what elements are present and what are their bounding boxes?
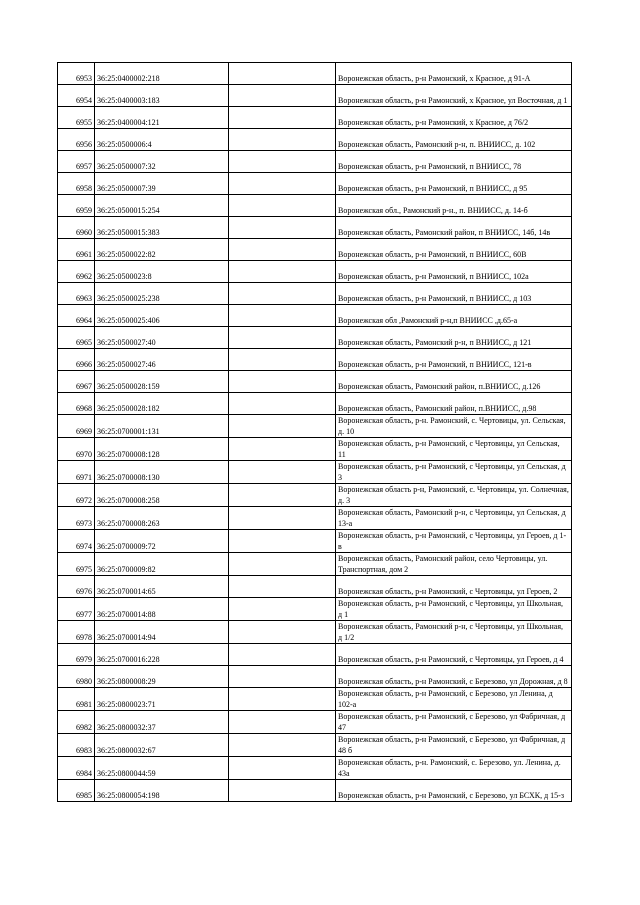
table-row xyxy=(58,305,572,327)
cadastral-number: 36:25:0400002:218 xyxy=(95,63,229,85)
empty-cell xyxy=(229,217,336,239)
table-row xyxy=(58,461,572,484)
cadastral-number: 36:25:0800032:37 xyxy=(95,711,229,734)
table-row xyxy=(58,711,572,734)
row-number: 6962 xyxy=(58,261,95,283)
table-row xyxy=(58,195,572,217)
registry-rows xyxy=(58,63,572,802)
row-number: 6965 xyxy=(58,327,95,349)
row-number: 6978 xyxy=(58,621,95,644)
cadastral-number: 36:25:0500025:406 xyxy=(95,305,229,327)
address-cell: Воронежская область, р-н Рамонский, п ВНИИСС, 60В xyxy=(336,239,572,261)
row-number: 6967 xyxy=(58,371,95,393)
address-cell: Воронежская область, р-н Рамонский, х Красное, д 91-А xyxy=(336,63,572,85)
empty-cell xyxy=(229,283,336,305)
table-row xyxy=(58,129,572,151)
row-number: 6955 xyxy=(58,107,95,129)
cadastral-number: 36:25:0700009:72 xyxy=(95,530,229,553)
cadastral-number: 36:25:0800023:71 xyxy=(95,688,229,711)
row-number: 6975 xyxy=(58,553,95,576)
empty-cell xyxy=(229,107,336,129)
empty-cell xyxy=(229,195,336,217)
cadastral-number: 36:25:0500028:159 xyxy=(95,371,229,393)
row-number: 6983 xyxy=(58,734,95,757)
empty-cell xyxy=(229,644,336,666)
empty-cell xyxy=(229,576,336,598)
row-number: 6960 xyxy=(58,217,95,239)
table-row xyxy=(58,507,572,530)
empty-cell xyxy=(229,553,336,576)
cadastral-number: 36:25:0500022:82 xyxy=(95,239,229,261)
row-number: 6985 xyxy=(58,780,95,802)
address-cell: Воронежская область, Рамонский р-н, с Чертовицы, ул Школьная, д 1/2 xyxy=(336,621,572,644)
table-row xyxy=(58,151,572,173)
cadastral-number: 36:25:0400003:183 xyxy=(95,85,229,107)
empty-cell xyxy=(229,349,336,371)
row-number: 6963 xyxy=(58,283,95,305)
address-cell: Воронежская область, р-н Рамонский, п ВНИИСС, д 95 xyxy=(336,173,572,195)
row-number: 6964 xyxy=(58,305,95,327)
table-row xyxy=(58,576,572,598)
cadastral-number: 36:25:0700008:130 xyxy=(95,461,229,484)
row-number: 6968 xyxy=(58,393,95,415)
cadastral-number: 36:25:0700008:263 xyxy=(95,507,229,530)
cadastral-number: 36:25:0800008:29 xyxy=(95,666,229,688)
empty-cell xyxy=(229,530,336,553)
row-number: 6966 xyxy=(58,349,95,371)
table-row xyxy=(58,393,572,415)
address-cell: Воронежская область, р-н Рамонский, с Березово, ул БСХК, д 15-з xyxy=(336,780,572,802)
cadastral-number: 36:25:0500028:182 xyxy=(95,393,229,415)
cadastral-number: 36:25:0700014:88 xyxy=(95,598,229,621)
table-row xyxy=(58,484,572,507)
table-row xyxy=(58,438,572,461)
registry-table xyxy=(57,62,572,802)
address-cell: Воронежская область, р-н Рамонский, х Красное, ул Восточная, д 1 xyxy=(336,85,572,107)
empty-cell xyxy=(229,688,336,711)
empty-cell xyxy=(229,261,336,283)
table-row xyxy=(58,734,572,757)
address-cell: Воронежская обл ,Рамонский р-н,п ВНИИСС ,д.65-а xyxy=(336,305,572,327)
row-number: 6981 xyxy=(58,688,95,711)
cadastral-number: 36:25:0500027:40 xyxy=(95,327,229,349)
address-cell: Воронежская область, р-н Рамонский, с Березово, ул Фабричная, д 47 xyxy=(336,711,572,734)
cadastral-number: 36:25:0500015:254 xyxy=(95,195,229,217)
empty-cell xyxy=(229,438,336,461)
empty-cell xyxy=(229,239,336,261)
cadastral-number: 36:25:0400004:121 xyxy=(95,107,229,129)
address-cell: Воронежская область, р-н Рамонский, п ВНИИСС, 102а xyxy=(336,261,572,283)
cadastral-number: 36:25:0700014:65 xyxy=(95,576,229,598)
address-cell: Воронежская область, р-н Рамонский, с Чертовицы, ул Сельская, 11 xyxy=(336,438,572,461)
cadastral-number: 36:25:0700008:128 xyxy=(95,438,229,461)
address-cell: Воронежская область, р-н Рамонский, с Березово, ул Дорожная, д 8 xyxy=(336,666,572,688)
address-cell: Воронежская область, р-н Рамонский, с Чертовицы, ул Школьная, д 1 xyxy=(336,598,572,621)
table-row xyxy=(58,85,572,107)
table-row xyxy=(58,371,572,393)
row-number: 6973 xyxy=(58,507,95,530)
address-cell: Воронежская область, р-н Рамонский, с Чертовицы, ул Героев, д 1-в xyxy=(336,530,572,553)
table-row xyxy=(58,644,572,666)
table-row xyxy=(58,173,572,195)
cadastral-number: 36:25:0500027:46 xyxy=(95,349,229,371)
table-row xyxy=(58,780,572,802)
row-number: 6954 xyxy=(58,85,95,107)
row-number: 6970 xyxy=(58,438,95,461)
table-row xyxy=(58,349,572,371)
cadastral-number: 36:25:0800032:67 xyxy=(95,734,229,757)
empty-cell xyxy=(229,780,336,802)
row-number: 6972 xyxy=(58,484,95,507)
cadastral-number: 36:25:0500023:8 xyxy=(95,261,229,283)
empty-cell xyxy=(229,63,336,85)
cadastral-number: 36:25:0500015:383 xyxy=(95,217,229,239)
address-cell: Воронежская область, р-н Рамонский, с Чертовицы, ул Сельская, д 3 xyxy=(336,461,572,484)
table-row xyxy=(58,757,572,780)
table-row xyxy=(58,283,572,305)
address-cell: Воронежская область, Рамонский район, п ВНИИСС, 14б, 14в xyxy=(336,217,572,239)
address-cell: Воронежская область, р-н Рамонский, п ВНИИСС, д 103 xyxy=(336,283,572,305)
cadastral-number: 36:25:0700016:228 xyxy=(95,644,229,666)
empty-cell xyxy=(229,85,336,107)
address-cell: Воронежская область, р-н Рамонский, с Чертовицы, ул Героев, 2 xyxy=(336,576,572,598)
row-number: 6976 xyxy=(58,576,95,598)
empty-cell xyxy=(229,507,336,530)
empty-cell xyxy=(229,151,336,173)
cadastral-number: 36:25:0700014:94 xyxy=(95,621,229,644)
empty-cell xyxy=(229,757,336,780)
address-cell: Воронежская область р-н, Рамонский, с. Чертовицы, ул. Солнечная, д. 3 xyxy=(336,484,572,507)
cadastral-number: 36:25:0800054:198 xyxy=(95,780,229,802)
empty-cell xyxy=(229,173,336,195)
empty-cell xyxy=(229,598,336,621)
address-cell: Воронежская область, р-н Рамонский, п ВНИИСС, 78 xyxy=(336,151,572,173)
empty-cell xyxy=(229,327,336,349)
row-number: 6961 xyxy=(58,239,95,261)
empty-cell xyxy=(229,711,336,734)
row-number: 6969 xyxy=(58,415,95,438)
address-cell: Воронежская область, р-н. Рамонский, с. Березово, ул. Ленина, д. 43а xyxy=(336,757,572,780)
empty-cell xyxy=(229,461,336,484)
table-row xyxy=(58,553,572,576)
empty-cell xyxy=(229,734,336,757)
table-row xyxy=(58,261,572,283)
row-number: 6980 xyxy=(58,666,95,688)
row-number: 6979 xyxy=(58,644,95,666)
table-row xyxy=(58,598,572,621)
empty-cell xyxy=(229,305,336,327)
empty-cell xyxy=(229,129,336,151)
cadastral-number: 36:25:0700008:258 xyxy=(95,484,229,507)
cadastral-number: 36:25:0700009:82 xyxy=(95,553,229,576)
table-row xyxy=(58,688,572,711)
cadastral-number: 36:25:0500025:238 xyxy=(95,283,229,305)
table-row xyxy=(58,63,572,85)
address-cell: Воронежская область, Рамонский район, п.ВНИИСС, д.98 xyxy=(336,393,572,415)
address-cell: Воронежская область, Рамонский р-н, п. ВНИИСС, д. 102 xyxy=(336,129,572,151)
table-row xyxy=(58,217,572,239)
row-number: 6977 xyxy=(58,598,95,621)
row-number: 6959 xyxy=(58,195,95,217)
table-row xyxy=(58,530,572,553)
address-cell: Воронежская область, Рамонский р-н, п ВНИИСС, д 121 xyxy=(336,327,572,349)
table-row xyxy=(58,327,572,349)
table-row xyxy=(58,239,572,261)
table-row xyxy=(58,107,572,129)
address-cell: Воронежская область, Рамонский район, п.ВНИИСС, д.126 xyxy=(336,371,572,393)
cadastral-number: 36:25:0500007:32 xyxy=(95,151,229,173)
empty-cell xyxy=(229,666,336,688)
address-cell: Воронежская область, р-н Рамонский, с Березово, ул Ленина, д 102-а xyxy=(336,688,572,711)
empty-cell xyxy=(229,621,336,644)
table-row xyxy=(58,621,572,644)
row-number: 6971 xyxy=(58,461,95,484)
empty-cell xyxy=(229,415,336,438)
table-row xyxy=(58,666,572,688)
empty-cell xyxy=(229,371,336,393)
row-number: 6982 xyxy=(58,711,95,734)
address-cell: Воронежская область, Рамонский р-н, с Чертовицы, ул Сельская, д 13-а xyxy=(336,507,572,530)
row-number: 6956 xyxy=(58,129,95,151)
row-number: 6974 xyxy=(58,530,95,553)
cadastral-number: 36:25:0500007:39 xyxy=(95,173,229,195)
empty-cell xyxy=(229,393,336,415)
table-row xyxy=(58,415,572,438)
row-number: 6957 xyxy=(58,151,95,173)
cadastral-number: 36:25:0700001:131 xyxy=(95,415,229,438)
address-cell: Воронежская область, р-н. Рамонский, с. Чертовицы, ул. Сельская, д. 10 xyxy=(336,415,572,438)
address-cell: Воронежская область, р-н Рамонский, с Березово, ул Фабричная, д 48 б xyxy=(336,734,572,757)
address-cell: Воронежская область, р-н Рамонский, с Чертовицы, ул Героев, д 4 xyxy=(336,644,572,666)
address-cell: Воронежская область, р-н Рамонский, п ВНИИСС, 121-в xyxy=(336,349,572,371)
row-number: 6984 xyxy=(58,757,95,780)
row-number: 6953 xyxy=(58,63,95,85)
address-cell: Воронежская область, р-н Рамонский, х Красное, д 76/2 xyxy=(336,107,572,129)
address-cell: Воронежская обл., Рамонский р-н., п. ВНИИСС, д. 14-б xyxy=(336,195,572,217)
cadastral-number: 36:25:0500006:4 xyxy=(95,129,229,151)
row-number: 6958 xyxy=(58,173,95,195)
cadastral-number: 36:25:0800044:59 xyxy=(95,757,229,780)
address-cell: Воронежская область, Рамонский район, село Чертовицы, ул. Транспортная, дом 2 xyxy=(336,553,572,576)
empty-cell xyxy=(229,484,336,507)
